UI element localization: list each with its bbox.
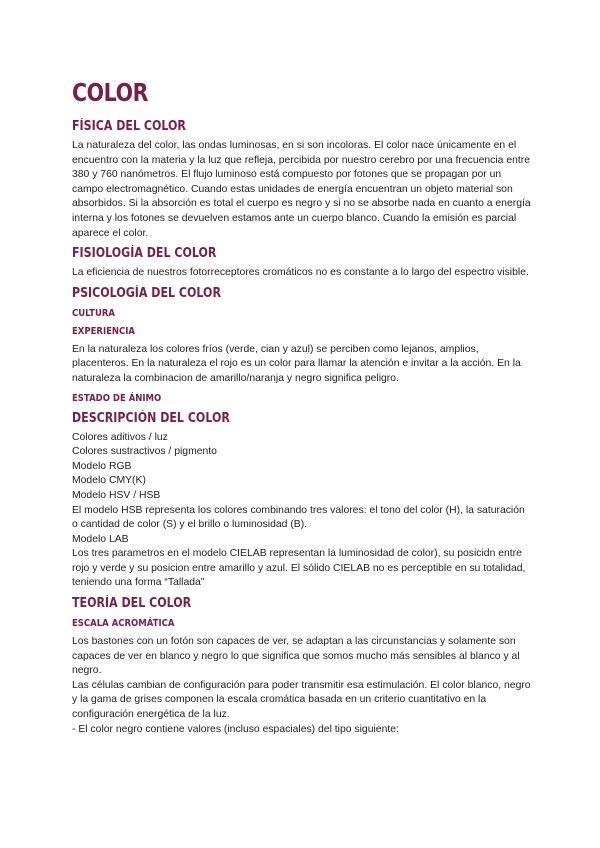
paragraph-experiencia: En la naturaleza los colores fríos (verde, cian y azul) se perciben como lejanos, amplios, placenteros. En la naturaleza el rojo es un color para llamar la atención e invitar a la acción. En la naturaleza la combinacion de amarillo/naranja y negro significa peligro. (72, 343, 521, 384)
subheading-escala-acromatica: ESCALA ACROMÁTICA (72, 618, 175, 630)
document-page (72, 78, 532, 737)
line-lab: Modelo LAB (72, 533, 129, 545)
line-hsv: Modelo HSV / HSB (72, 489, 161, 501)
line-aditivos: Colores aditivos / luz (72, 431, 168, 443)
line-sustractivos: Colores sustractivos / pigmento (72, 446, 217, 458)
line-color-negro: - El color negro contiene valores (incluso espaciales) del tipo siguiente: (72, 723, 399, 735)
subheading-estado-animo: ESTADO DE ÁNIMO (72, 392, 162, 404)
paragraph-bastones: Los bastones con un fotón son capaces de ver, se adaptan a las circunstancias y solamente son capaces de ver en blanco y negro lo que significa que somos mucho más sensibles al blanco y al negro. (72, 636, 520, 677)
heading-fisica: FÍSICA DEL COLOR (72, 119, 186, 134)
heading-teoria: TEORÍA DEL COLOR (72, 596, 192, 612)
heading-fisiologia: FISIOLOGÍA DEL COLOR (72, 246, 217, 262)
heading-descripcion: DESCRIPCIÓN DEL COLOR (72, 410, 230, 426)
paragraph-celulas: Las células cambian de configuración para poder transmitir esa estimulación. El color blanco, negro y la gama de grises componen la escala cromática basada en un criterio cuantitativo en la configuración energética de la luz. (72, 679, 531, 721)
paragraph-fisica: La naturaleza del color, las ondas luminosas, en si son incoloras. El color nace únicamente en el encuentro con la materia y la luz que refleja, percibida por nuestro cerebro por una frecuencia entre 380 y 760 nanómetros. El flujo luminoso está compuesto por fotones que se propagan por un campo electromagnético. Cuando estas unidades de energía encuentran un objeto material son absorbidos. Si la absorción es total el cuerpo es negro y si no se absorbe nada en cuanto a energía interna y los fotones se devuelven estamos ante un cuerpo blanco. Cuando la emisión es parcial aparece el color. (72, 140, 531, 239)
line-cmyk: Modelo CMY(K) (72, 475, 146, 487)
line-rgb: Modelo RGB (72, 460, 132, 472)
subheading-experiencia: EXPERIENCIA (72, 325, 136, 337)
paragraph-cielab: Los tres parametros en el modelo CIELAB representan la luminosidad de color), su posicidn entre rojo y verde y su posicion entre amarillo y azul. El sólido CIELAB no es perceptible en su totalidad, teniendo una forma “Tallada” (72, 548, 526, 589)
heading-psicologia: PSICOLOGÍA DEL COLOR (72, 285, 221, 301)
paragraph-hsb: El modelo HSB representa los colores combinando tres valores: el tono del color (H), la saturación o cantidad de color (S) y el brillo o luminosidad (B). (72, 504, 525, 531)
paragraph-fisiologia: La eficiencia de nuestros fotorreceptores cromáticos no es constante a lo largo del espectro visible. (72, 267, 529, 279)
subheading-cultura: CULTURA (72, 307, 115, 319)
page-title: COLOR (72, 78, 148, 107)
